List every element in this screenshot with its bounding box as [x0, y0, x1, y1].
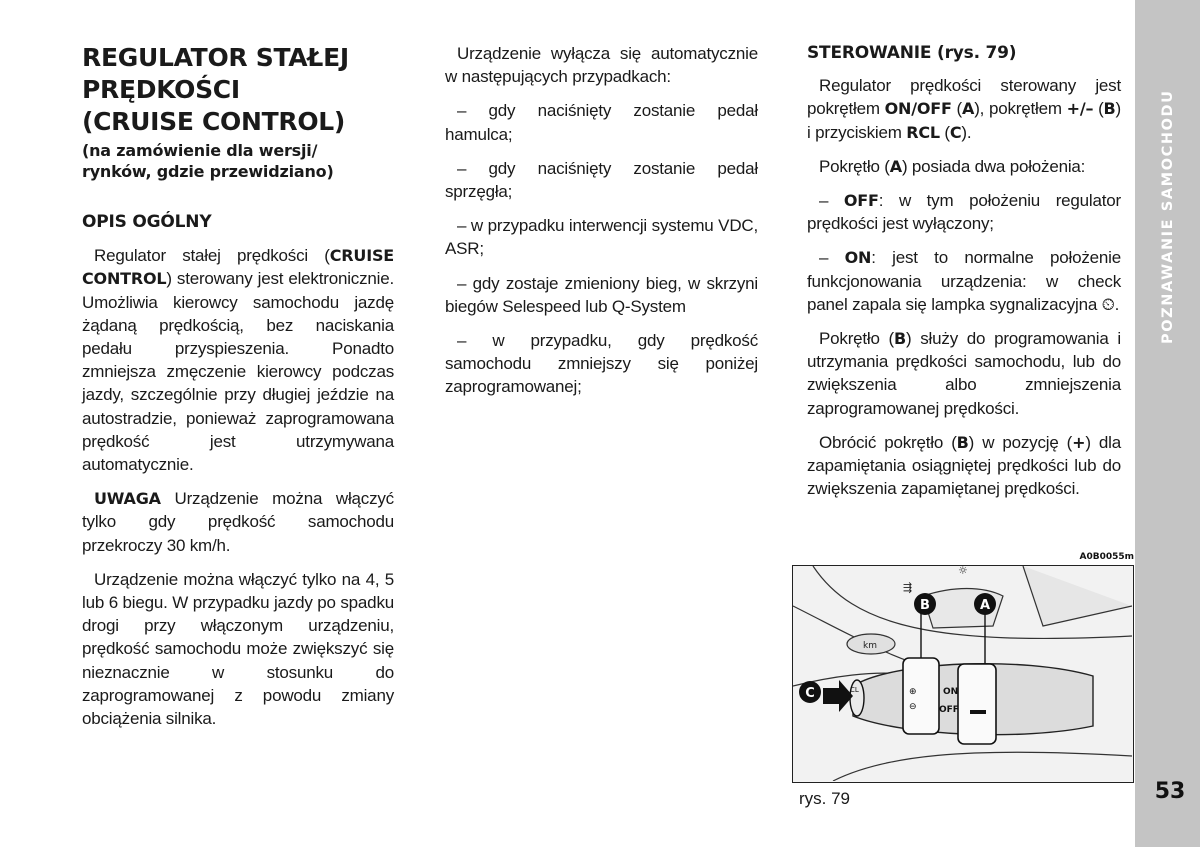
title-line: REGULATOR STAŁEJ — [82, 43, 349, 72]
text-run: ) sterowany jest elektronicznie. Umożliwia kierowcy samochodu jazdę żądaną prędkością, bez naciskania pedału przyspieszenia. Ponadto zmniejsza zmęczenie kierowcy podczas jazdy, szczególnie przy długiej jeździe na autostradzie, ponieważ zaprogramowana prędkość jest utrzymywana automatycznie. — [82, 269, 394, 475]
paragraph-auto-off-intro: Urządzenie wyłącza się automatycznie w następujących przypadkach: — [445, 44, 758, 87]
text-run: ) służy do programowania i utrzymania prędkości samochodu, lub do zwiększenia albo zmniejszenia zaprogramowanej prędkości. — [807, 329, 1121, 418]
figure-cruise-control-stalk — [792, 565, 1134, 783]
svg-text:☼: ☼ — [958, 566, 968, 577]
paragraph-controls-1 — [807, 74, 1121, 144]
text-run: ) i przyciskiem — [807, 99, 1122, 142]
text-run: Pokrętło ( — [819, 156, 890, 176]
text-run: : jest to normalne położenie funkcjonowania urządzenia: w check panel zapala się lampka sygnalizacyjna ⏲. — [807, 248, 1121, 314]
text-run-bold: CRUISE CONTROL — [82, 246, 394, 289]
text-run: ). — [961, 122, 972, 142]
page-number: 53 — [1154, 779, 1186, 804]
column-right — [807, 42, 1121, 511]
text-run: Urządzenie można włączyć tylko gdy prędkość samochodu przekroczy 30 km/h. — [82, 489, 394, 555]
text-run-bold: + — [1072, 432, 1086, 452]
paragraph-general — [82, 244, 394, 476]
paragraph-gears: Urządzenie można włączyć tylko na 4, 5 lub 6 biegu. W przypadku jazdy po spadku drogi przy włączonym urządzeniu, prędkość samochodu może zwiększyć się nieznacznie w stosunku do zaprogramowanej z powodu zmiany obciążenia silnika. — [82, 569, 394, 729]
title-line: PRĘDKOŚCI — [82, 75, 240, 104]
stalk-illustration — [793, 566, 1132, 781]
warning-label: UWAGA — [94, 489, 161, 509]
paragraph-controls-5 — [807, 327, 1121, 420]
text-run-bold: OFF — [843, 191, 879, 211]
text-run: ( — [939, 122, 950, 142]
list-item: – w przypadku, gdy prędkość samochodu zmniejszy się poniżej zaprogramowanej; — [445, 331, 758, 397]
svg-text:⊖: ⊖ — [909, 702, 917, 712]
text-run: ) posiada dwa położenia: — [901, 156, 1086, 176]
text-run-bold: ON — [844, 248, 872, 268]
list-item: – w przypadku interwencji systemu VDC, ASR; — [445, 216, 758, 259]
text-run: – — [819, 248, 845, 268]
figure-code: A0B0055m — [1079, 552, 1134, 562]
page-title — [82, 42, 394, 138]
subtitle-line: rynków, gdzie przewidziano) — [82, 162, 334, 181]
text-run: ( — [951, 99, 963, 119]
chapter-title: POZNAWANIE SAMOCHODU — [1160, 89, 1176, 344]
text-run: – — [819, 191, 844, 211]
text-run-bold: A — [889, 156, 902, 176]
text-run-bold: C — [949, 122, 962, 142]
rcl-label: CL — [850, 686, 859, 694]
text-run: Obrócić pokrętło ( — [819, 432, 957, 452]
text-run-bold: B — [1103, 99, 1116, 119]
text-run: Regulator stałej prędkości ( — [94, 246, 330, 266]
off-label: OFF — [939, 705, 959, 715]
text-run-bold: A — [962, 99, 975, 119]
svg-text:⊕: ⊕ — [909, 687, 917, 697]
text-run-bold: ON/OFF — [884, 99, 952, 119]
paragraph-controls-6 — [807, 431, 1121, 501]
text-run: ( — [1093, 99, 1104, 119]
text-run-bold: B — [894, 329, 907, 349]
text-run: Regulator prędkości sterowany jest pokrętłem — [807, 76, 1121, 119]
paragraph-controls-2 — [807, 155, 1121, 178]
km-button-label: km — [863, 641, 877, 651]
section-heading-controls: STEROWANIE (rys. 79) — [807, 43, 1017, 63]
on-label: ON — [943, 687, 959, 697]
subtitle-line: (na zamówienie dla wersji/ — [82, 141, 318, 160]
list-item: – gdy naciśnięty zostanie pedał hamulca; — [445, 101, 758, 144]
list-item: – gdy naciśnięty zostanie pedał sprzęgła; — [445, 158, 758, 202]
section-heading-general: OPIS OGÓLNY — [82, 212, 212, 232]
list-item: – gdy zostaje zmieniony bieg, w skrzyni biegów Selespeed lub Q-System — [445, 273, 758, 316]
svg-text:⇶: ⇶ — [903, 581, 913, 594]
page-subtitle — [82, 140, 394, 182]
callout-b: B — [920, 598, 930, 613]
callout-c: C — [805, 686, 815, 701]
column-left — [82, 42, 394, 741]
text-run: : w tym położeniu regulator prędkości jest wyłączony; — [807, 191, 1121, 234]
text-run-bold: B — [956, 432, 969, 452]
text-run-bold: +/– — [1066, 99, 1094, 119]
figure-caption: rys. 79 — [799, 789, 851, 808]
paragraph-warning — [82, 487, 394, 557]
text-run-bold: RCL — [906, 122, 940, 142]
paragraph-controls-4 — [807, 246, 1121, 316]
text-run: ) dla zapamiętania osiągniętej prędkości lub do zwiększenia zapamiętanej prędkości. — [807, 432, 1122, 499]
paragraph-controls-3 — [807, 189, 1121, 235]
text-run: ), pokrętłem — [974, 99, 1067, 119]
column-middle — [445, 42, 758, 410]
text-run: ) w pozycję ( — [968, 432, 1073, 452]
title-line: (CRUISE CONTROL) — [82, 107, 346, 136]
text-run: Pokrętło ( — [819, 329, 895, 349]
callout-a: A — [979, 598, 991, 613]
